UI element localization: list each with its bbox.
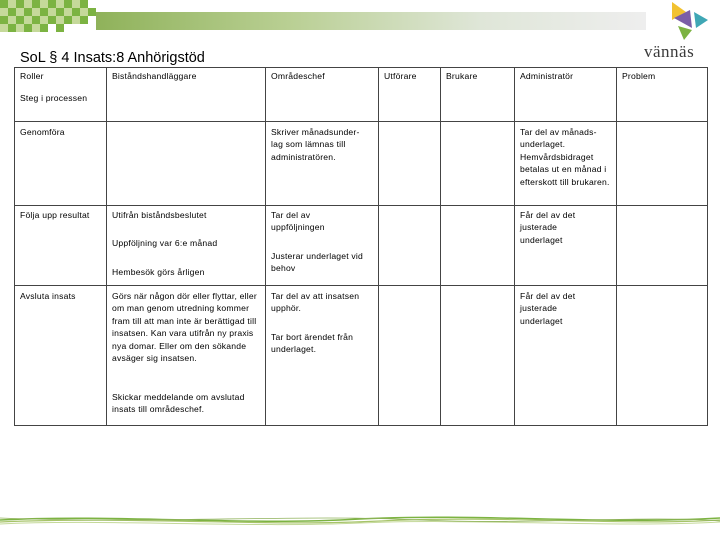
- folja-upp-bistand-1: Utifrån biståndsbeslutet: [112, 210, 207, 220]
- folja-upp-omradeschef-2: Justerar underlaget vid behov: [271, 251, 364, 274]
- logo-text: vännäs: [644, 42, 695, 61]
- folja-upp-bistand-2: Uppföljning var 6:e månad: [112, 238, 218, 248]
- col-header-brukare: Brukare: [446, 71, 478, 81]
- table-row-divider: [14, 205, 708, 206]
- table-row-divider: [14, 285, 708, 286]
- folja-upp-omradeschef-1: Tar del av uppföljningen: [271, 210, 325, 233]
- avsluta-administrator: Får del av det justerade underlaget: [520, 291, 576, 326]
- row-label-genomfora: Genomföra: [20, 127, 65, 137]
- genomfora-administrator: Tar del av månads-underlaget. Hemvårdsbidraget betalas ut en månad i efterskott till brukaren.: [520, 127, 610, 187]
- row-label-avsluta: Avsluta insats: [20, 291, 76, 301]
- col-header-administrator: Administratör: [520, 71, 574, 81]
- bottom-wave-decoration: [0, 510, 720, 530]
- row-label-folja-upp: Följa upp resultat: [20, 210, 90, 220]
- col-header-bistandshandlaggare: Biståndshandläggare: [112, 71, 197, 81]
- table-border-bottom: [14, 425, 708, 426]
- table-row-divider: [14, 121, 708, 122]
- col-header-omradeschef: Områdeschef: [271, 71, 325, 81]
- avsluta-bistand-1: Görs när någon dör eller flyttar, eller om man genom utredning kommer fram till att man inte är berättigad till insatsen. Kan vara utifrån ny praxis nya domar. Eller om den sökande avsäger sig insatsen.: [112, 291, 257, 364]
- genomfora-omradeschef: Skriver månadsunder-lag som lämnas till administratören.: [271, 127, 360, 162]
- header-gradient-bar: [96, 12, 646, 30]
- folja-upp-bistand-3: Hembesök görs årligen: [112, 267, 205, 277]
- avsluta-omradeschef-1: Tar del av att insatsen upphör.: [271, 291, 360, 314]
- checker-pattern: [0, 0, 100, 34]
- col-header-problem: Problem: [622, 71, 656, 81]
- col-header-utforare: Utförare: [384, 71, 417, 81]
- steg-label: Steg i processen: [20, 93, 88, 103]
- page-title: SoL § 4 Insats:8 Anhörigstöd: [20, 50, 205, 66]
- col-header-roller: Roller: [20, 71, 44, 81]
- title-rule: [14, 67, 708, 68]
- avsluta-omradeschef-2: Tar bort ärendet från underlaget.: [271, 332, 354, 355]
- folja-upp-administrator: Får del av det justerade underlaget: [520, 210, 576, 245]
- avsluta-bistand-2: Skickar meddelande om avslutad insats till områdeschef.: [112, 392, 245, 415]
